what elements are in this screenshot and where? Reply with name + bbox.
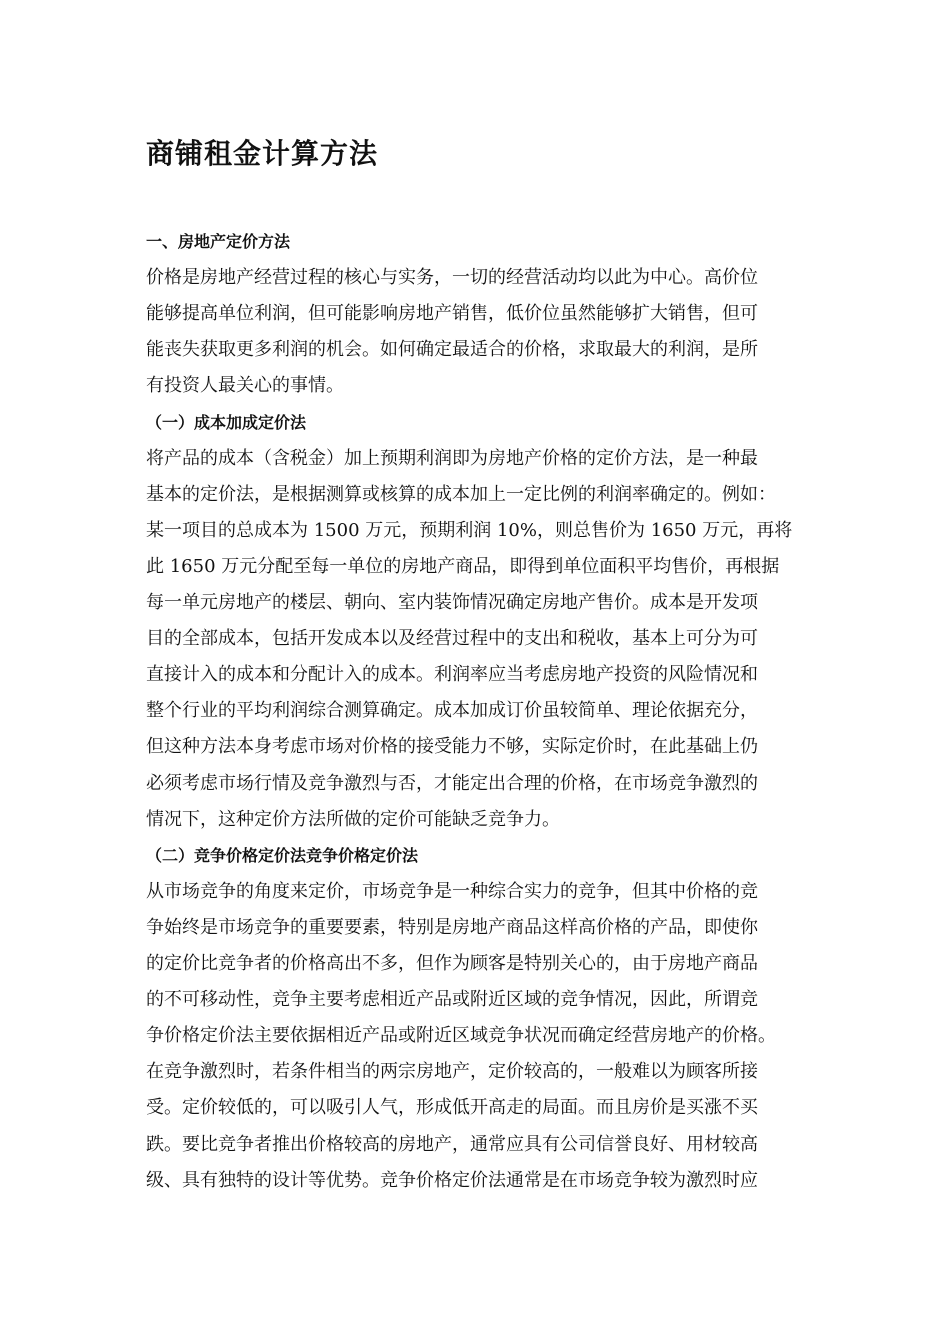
body-text-line: 基本的定价法，是根据测算或核算的成本加上一定比例的利润率确定的。例如：	[146, 483, 776, 505]
body-text-line: 有投资人最关心的事情。	[146, 375, 344, 397]
body-text-line: 能丧失获取更多利润的机会。如何确定最适合的价格，求取最大的利润，是所	[146, 339, 758, 361]
body-text-line: 争始终是市场竞争的重要要素，特别是房地产商品这样高价格的产品，即使你	[146, 916, 758, 938]
body-text-line: 争价格定价法主要依据相近产品或附近区域竞争状况而确定经营房地产的价格。	[146, 1025, 776, 1047]
section-heading: （一）成本加成定价法	[146, 412, 307, 432]
body-text-line: 在竞争激烈时，若条件相当的两宗房地产，定价较高的，一般难以为顾客所接	[146, 1061, 758, 1083]
body-text-line: 但这种方法本身考虑市场对价格的接受能力不够，实际定价时，在此基础上仍	[146, 736, 758, 758]
body-text-line: 此 1650 万元分配至每一单位的房地产商品，即得到单位面积平均售价，再根据	[146, 555, 780, 577]
body-text-line: 的不可移动性，竞争主要考虑相近产品或附近区域的竞争情况，因此，所谓竞	[146, 989, 758, 1011]
document-title: 商铺租金计算方法	[146, 137, 379, 170]
body-text-line: 情况下，这种定价方法所做的定价可能缺乏竞争力。	[146, 808, 560, 830]
body-text-line: 的定价比竞争者的价格高出不多，但作为顾客是特别关心的，由于房地产商品	[146, 953, 758, 974]
body-text-line: 将产品的成本（含税金）加上预期利润即为房地产价格的定价方法，是一种最	[146, 447, 758, 469]
section-heading: （二）竞争价格定价法竞争价格定价法	[146, 845, 419, 865]
body-text-line: 价格是房地产经营过程的核心与实务，一切的经营活动均以此为中心。高价位	[146, 267, 758, 289]
body-text-line: 从市场竞争的角度来定价，市场竞争是一种综合实力的竞争，但其中价格的竞	[146, 880, 758, 902]
body-text-line: 能够提高单位利润，但可能影响房地产销售，低价位虽然能够扩大销售，但可	[146, 303, 758, 325]
section-heading: 一、房地产定价方法	[146, 232, 291, 251]
body-text-line: 直接计入的成本和分配计入的成本。利润率应当考虑房地产投资的风险情况和	[146, 664, 758, 686]
body-text-line: 级、具有独特的设计等优势。竞争价格定价法通常是在市场竞争较为激烈时应	[146, 1169, 758, 1191]
body-text-line: 某一项目的总成本为 1500 万元，预期利润 10%，则总售价为 1650 万元，再将	[146, 519, 793, 541]
body-text-line: 跌。要比竞争者推出价格较高的房地产，通常应具有公司信誉良好、用材较高	[146, 1133, 758, 1155]
body-text-line: 必须考虑市场行情及竞争激烈与否，才能定出合理的价格，在市场竞争激烈的	[146, 772, 758, 794]
body-text-line: 整个行业的平均利润综合测算确定。成本加成订价虽较简单、理论依据充分，	[146, 700, 758, 722]
body-text-line: 每一单元房地产的楼层、朝向、室内装饰情况确定房地产售价。成本是开发项	[146, 592, 758, 613]
body-text-line: 受。定价较低的，可以吸引人气，形成低开高走的局面。而且房价是买涨不买	[146, 1097, 758, 1119]
body-text-line: 目的全部成本，包括开发成本以及经营过程中的支出和税收，基本上可分为可	[146, 628, 758, 650]
